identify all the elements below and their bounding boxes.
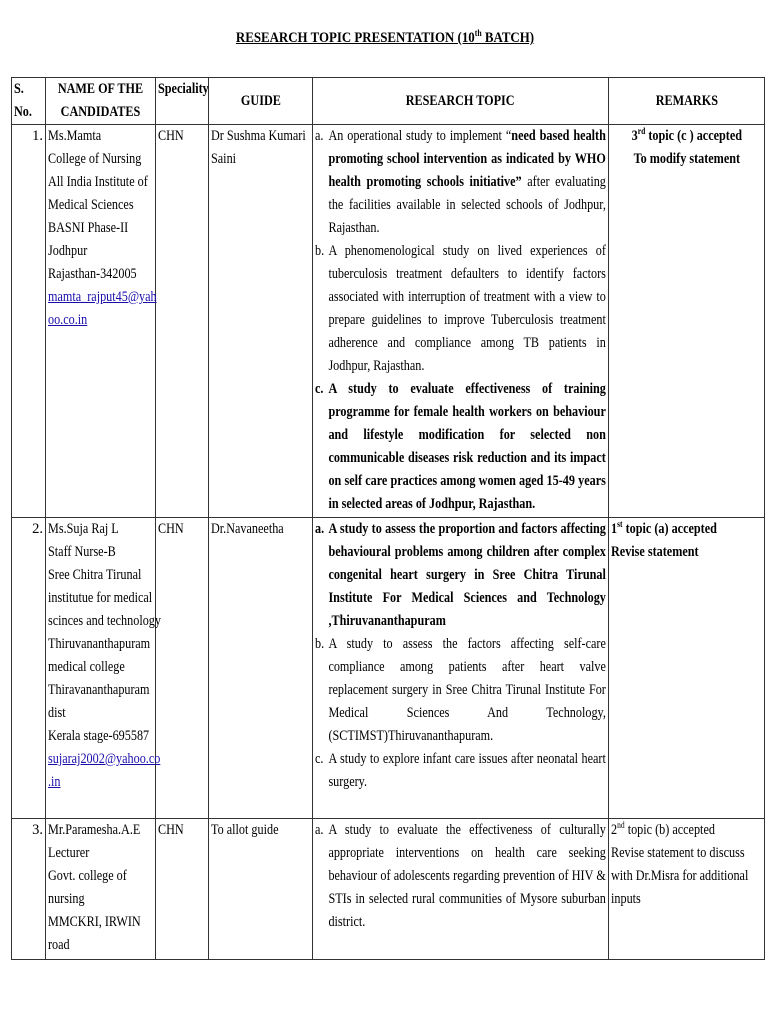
remark-superscript: st [617, 519, 623, 530]
remark-line [611, 125, 762, 148]
cell-research-topic [313, 518, 609, 819]
header-remarks [609, 78, 765, 125]
cell-research-topic [313, 125, 609, 518]
candidate-line: Govt. college of [48, 868, 127, 884]
title-text: RESEARCH TOPIC PRESENTATION (10 [235, 30, 475, 46]
candidate-line: road [48, 937, 70, 953]
remark-line [611, 518, 762, 541]
topic-list [315, 819, 606, 934]
header-candidates [46, 78, 156, 125]
cell-speciality [156, 125, 209, 518]
topic-text: A study to evaluate the effectiveness of culturally appropriate interventions on health care seeking behaviour of adolescents regarding prevention of HIV & STIs in selected rural communities of Mysore suburban district. [328, 822, 606, 930]
table-row [12, 518, 765, 819]
remark-number: 2 [611, 822, 618, 838]
remark-number: 1 [611, 521, 618, 537]
cell-sno [12, 819, 46, 960]
candidate-line: medical college [48, 659, 125, 675]
cell-research-topic [313, 819, 609, 960]
candidate-line: institutue for medical [48, 590, 153, 606]
topic-text: A study to evaluate effectiveness of training programme for female health workers on behaviour and lifestyle modification for selected non communicable diseases risk reduction and its impact on self care practices among women aged 15-49 years in selected areas of Jodhpur, Rajasthan. [328, 381, 606, 512]
title-text-end: BATCH) [481, 30, 535, 46]
sno-text: 2. [32, 521, 43, 537]
topic-text-bold: need based health promoting school intervention as indicated by WHO health promoting schools initiative” [328, 128, 606, 190]
topic-item [315, 819, 606, 934]
cell-remarks [609, 819, 765, 960]
candidate-line: College of Nursing [48, 151, 142, 167]
candidate-line: Kerala stage-695587 [48, 728, 150, 744]
candidate-line: dist [48, 705, 66, 721]
remark-text: topic (c ) accepted [644, 128, 742, 144]
topic-letter: a. [315, 822, 324, 838]
cell-sno [12, 125, 46, 518]
cell-remarks [609, 125, 765, 518]
guide-text: Dr Sushma Kumari Saini [211, 128, 306, 167]
remark-line [611, 819, 762, 842]
candidate-line: Rajasthan-342005 [48, 266, 137, 282]
candidate-line: Lecturer [48, 845, 90, 861]
speciality-text: CHN [158, 521, 184, 537]
remark-line: Revise statement to discuss with Dr.Misra for additional inputs [611, 845, 749, 907]
topic-text: A phenomenological study on lived experiences of tuberculosis treatment defaulters to identify factors associated with interruption of treatment with a view to prepare guidelines to improve Tuberculosis treatment adherence and compliance among TB patients in Jodhpur, Rajasthan. [328, 243, 606, 374]
table-row [12, 125, 765, 518]
cell-speciality [156, 518, 209, 819]
topic-letter: a. [315, 128, 324, 144]
header-name-line1: NAME OF THE [57, 81, 144, 97]
topic-list [315, 518, 606, 794]
header-name-line2: CANDIDATES [60, 104, 141, 120]
header-speciality [156, 78, 209, 125]
topic-letter: a. [315, 521, 325, 537]
topic-item [315, 633, 606, 748]
topic-letter: b. [315, 243, 325, 259]
candidate-line: Mr.Paramesha.A.E [48, 822, 141, 838]
cell-guide [209, 819, 313, 960]
remark-text: topic (a) accepted [622, 521, 717, 537]
header-guide-text: GUIDE [240, 92, 281, 109]
topic-text: A study to explore infant care issues after neonatal heart surgery. [328, 751, 606, 790]
sno-text: 1. [32, 128, 43, 144]
topic-item [315, 378, 606, 516]
email-link[interactable]: oo.co.in [48, 312, 88, 328]
topic-letter: c. [315, 751, 324, 767]
topic-letter: b. [315, 636, 325, 652]
remark-number: 3 [631, 128, 638, 144]
header-research-topic [313, 78, 609, 125]
table-row [12, 819, 765, 960]
candidate-line: Medical Sciences [48, 197, 134, 213]
remark-superscript: rd [637, 126, 645, 137]
topic-text: A study to assess the proportion and factors affecting behavioural problems among children after complex congenital heart surgery in Sree Chitra Tirunal Institute For Medical Sciences and Technology ,Thiruvananthapuram [328, 521, 606, 629]
topic-item [315, 125, 606, 240]
cell-candidate [46, 819, 156, 960]
candidate-line: Ms.Mamta [48, 128, 102, 144]
candidate-line: Ms.Suja Raj L [48, 521, 119, 537]
page-title [54, 30, 716, 47]
topic-list [315, 125, 606, 516]
research-topic-table [11, 77, 765, 960]
candidate-line: scinces and technology [48, 613, 161, 629]
candidate-line: Thiravananthapuram [48, 682, 150, 698]
topic-text: A study to assess the factors affecting self-care compliance among patients after heart valve replacement surgery in Sree Chitra Tirunal Institute For Medical Sciences And Technology, (SCTIMST)Thiruvananthapuram. [328, 636, 606, 744]
remark-line: Revise statement [611, 544, 699, 560]
topic-item [315, 748, 606, 794]
header-sno [12, 78, 46, 125]
header-sno-line2: No. [14, 104, 32, 120]
cell-sno [12, 518, 46, 819]
guide-text: Dr.Navaneetha [211, 521, 284, 537]
topic-text: after evaluating the facilities available in selected schools of Jodhpur, Rajasthan. [328, 174, 606, 236]
candidate-line: Thiruvananthapuram [48, 636, 151, 652]
topic-item [315, 518, 606, 633]
remark-text: topic (b) accepted [624, 822, 715, 838]
email-link[interactable]: mamta_rajput45@yah [48, 289, 157, 305]
header-remarks-text: REMARKS [655, 92, 718, 109]
candidate-line: nursing [48, 891, 85, 907]
candidate-line: Staff Nurse-B [48, 544, 116, 560]
candidate-line: MMCKRI, IRWIN [48, 914, 141, 930]
candidate-line: Sree Chitra Tirunal [48, 567, 142, 583]
cell-speciality [156, 819, 209, 960]
guide-text: To allot guide [211, 822, 279, 838]
topic-item [315, 240, 606, 378]
candidate-line: Jodhpur [48, 243, 88, 259]
candidate-line: BASNI Phase-II [48, 220, 129, 236]
cell-guide [209, 125, 313, 518]
email-link[interactable]: sujaraj2002@yahoo.co [48, 751, 161, 767]
header-topic-text: RESEARCH TOPIC [406, 92, 515, 109]
candidate-line: All India Institute of [48, 174, 148, 190]
email-link[interactable]: .in [48, 774, 61, 790]
remark-superscript: nd [617, 820, 625, 831]
cell-candidate [46, 125, 156, 518]
topic-text: An operational study to implement “ [328, 128, 512, 144]
remark-line: To modify statement [633, 151, 740, 167]
header-speciality-text: Speciality [158, 81, 209, 97]
speciality-text: CHN [158, 128, 184, 144]
cell-candidate [46, 518, 161, 819]
cell-guide [209, 518, 313, 819]
title-superscript: th [474, 28, 482, 38]
sno-text: 3. [32, 822, 43, 838]
header-sno-line1: S. [14, 81, 24, 97]
topic-letter: c. [315, 381, 324, 397]
header-guide [209, 78, 313, 125]
cell-remarks [609, 518, 765, 819]
table-header-row [12, 78, 765, 125]
speciality-text: CHN [158, 822, 184, 838]
